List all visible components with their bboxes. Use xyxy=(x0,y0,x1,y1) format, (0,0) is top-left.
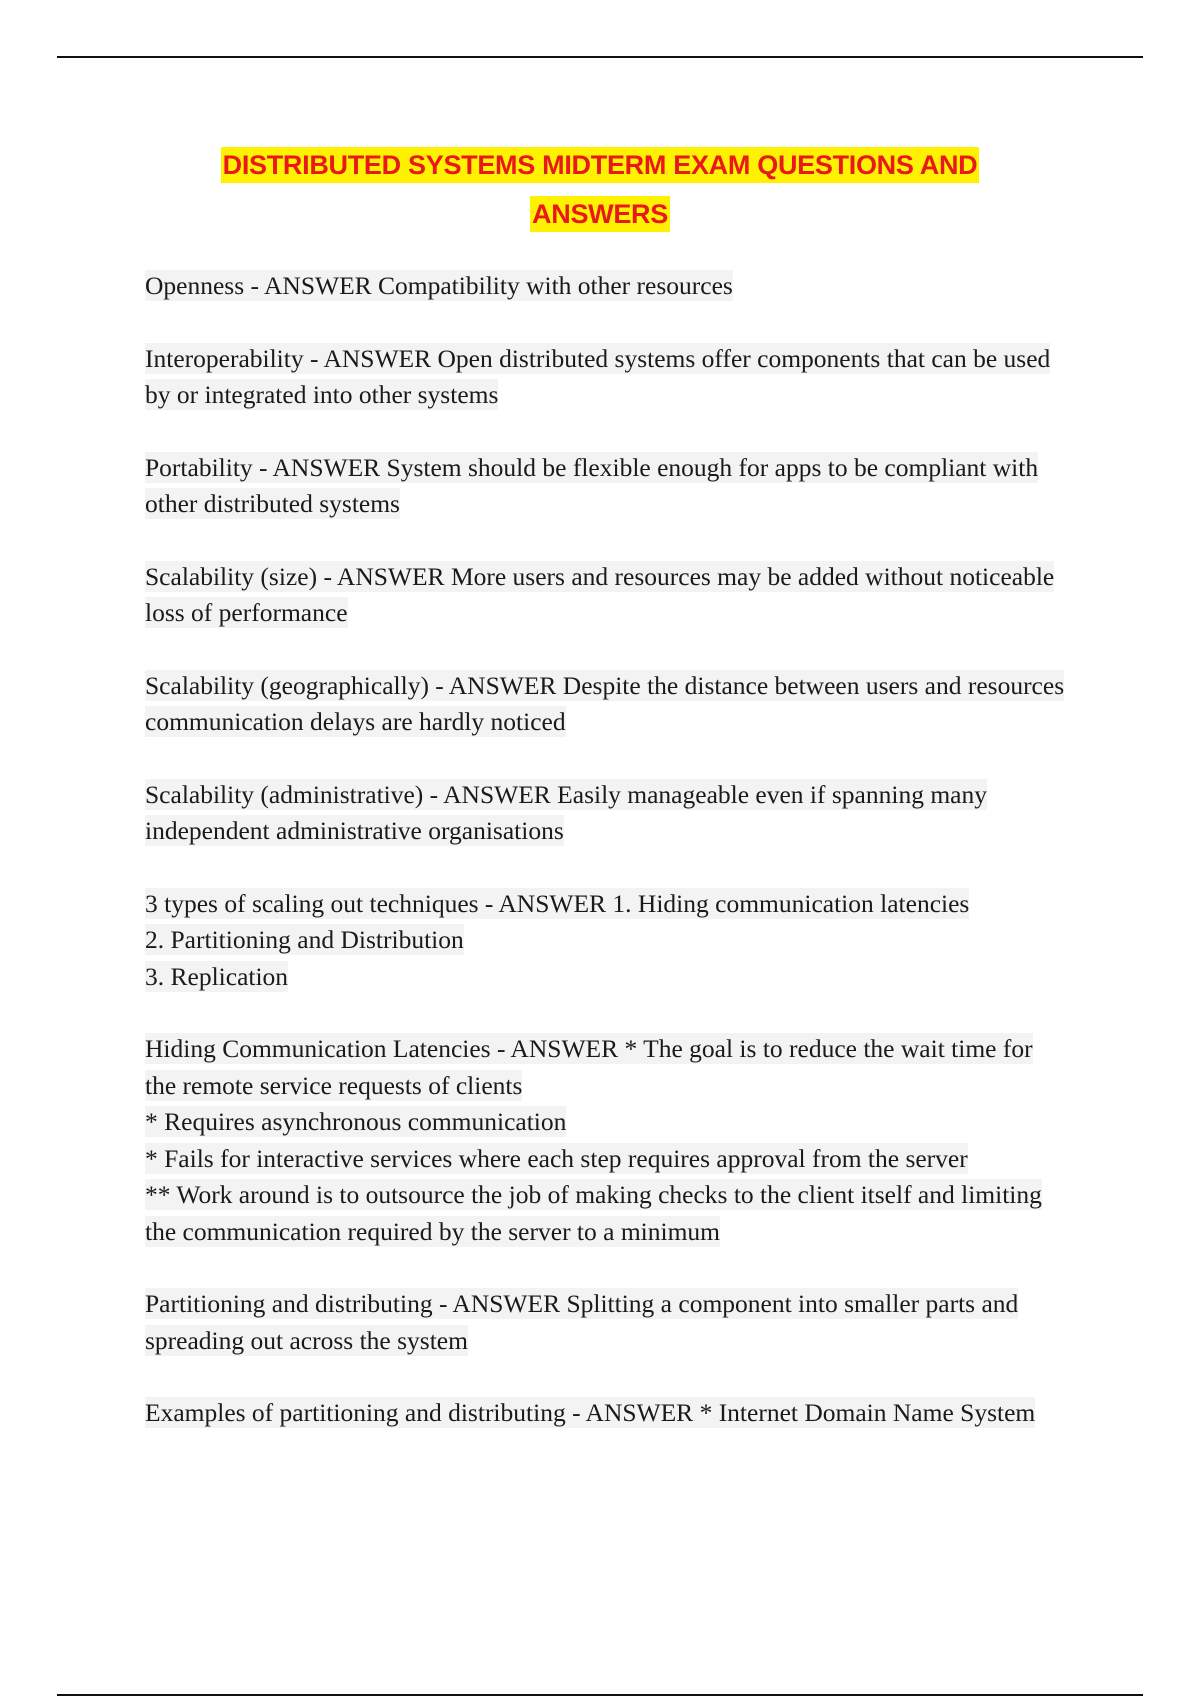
qa-line: Hiding Communication Latencies - ANSWER * The goal is to reduce the wait time for the remote service requests of clients xyxy=(145,1034,1033,1100)
qa-text: Partitioning and distributing - ANSWER Splitting a component into smaller parts and spreading out across the system xyxy=(145,1289,1019,1355)
document-title xyxy=(140,143,1060,241)
qa-line: 3 types of scaling out techniques - ANSWER 1. Hiding communication latencies xyxy=(145,888,970,918)
qa-item-hiding-latencies xyxy=(145,1031,1065,1250)
qa-line: * Fails for interactive services where each step requires approval from the server xyxy=(145,1143,968,1173)
qa-line: 2. Partitioning and Distribution xyxy=(145,925,464,954)
qa-list xyxy=(145,268,1065,1468)
top-rule xyxy=(57,56,1143,58)
qa-text: Scalability (administrative) - ANSWER Easily manageable even if spanning many independent administrative organisations xyxy=(145,779,987,845)
qa-text: Portability - ANSWER System should be flexible enough for apps to be compliant with other distributed systems xyxy=(145,452,1039,518)
qa-text: Examples of partitioning and distributing - ANSWER * Internet Domain Name System xyxy=(145,1398,1036,1427)
qa-text: Scalability (geographically) - ANSWER Despite the distance between users and resources communication delays are hardly noticed xyxy=(145,670,1065,736)
qa-item-openness xyxy=(145,268,1065,305)
qa-line: ** Work around is to outsource the job of making checks to the client itself and limiting the communication required by the server to a minimum xyxy=(145,1180,1042,1246)
qa-text: Interoperability - ANSWER Open distributed systems offer components that can be used by or integrated into other systems xyxy=(145,343,1051,409)
qa-text: Openness - ANSWER Compatibility with other resources xyxy=(145,271,733,300)
qa-item-portability xyxy=(145,450,1065,523)
title-line-1: DISTRIBUTED SYSTEMS MIDTERM EXAM QUESTIONS AND xyxy=(221,147,980,183)
qa-item-partitioning xyxy=(145,1286,1065,1359)
qa-item-scalability-geographic xyxy=(145,668,1065,741)
qa-item-scalability-administrative xyxy=(145,777,1065,850)
qa-item-interoperability xyxy=(145,341,1065,414)
qa-text: Scalability (size) - ANSWER More users and resources may be added without noticeable loss of performance xyxy=(145,561,1055,627)
qa-item-scaling-techniques xyxy=(145,886,1065,996)
qa-item-partitioning-examples xyxy=(145,1395,1065,1432)
qa-item-scalability-size xyxy=(145,559,1065,632)
bottom-rule xyxy=(57,1694,1143,1696)
qa-line: * Requires asynchronous communication xyxy=(145,1107,567,1136)
qa-line: 3. Replication xyxy=(145,961,289,991)
title-line-2: ANSWERS xyxy=(530,196,670,232)
